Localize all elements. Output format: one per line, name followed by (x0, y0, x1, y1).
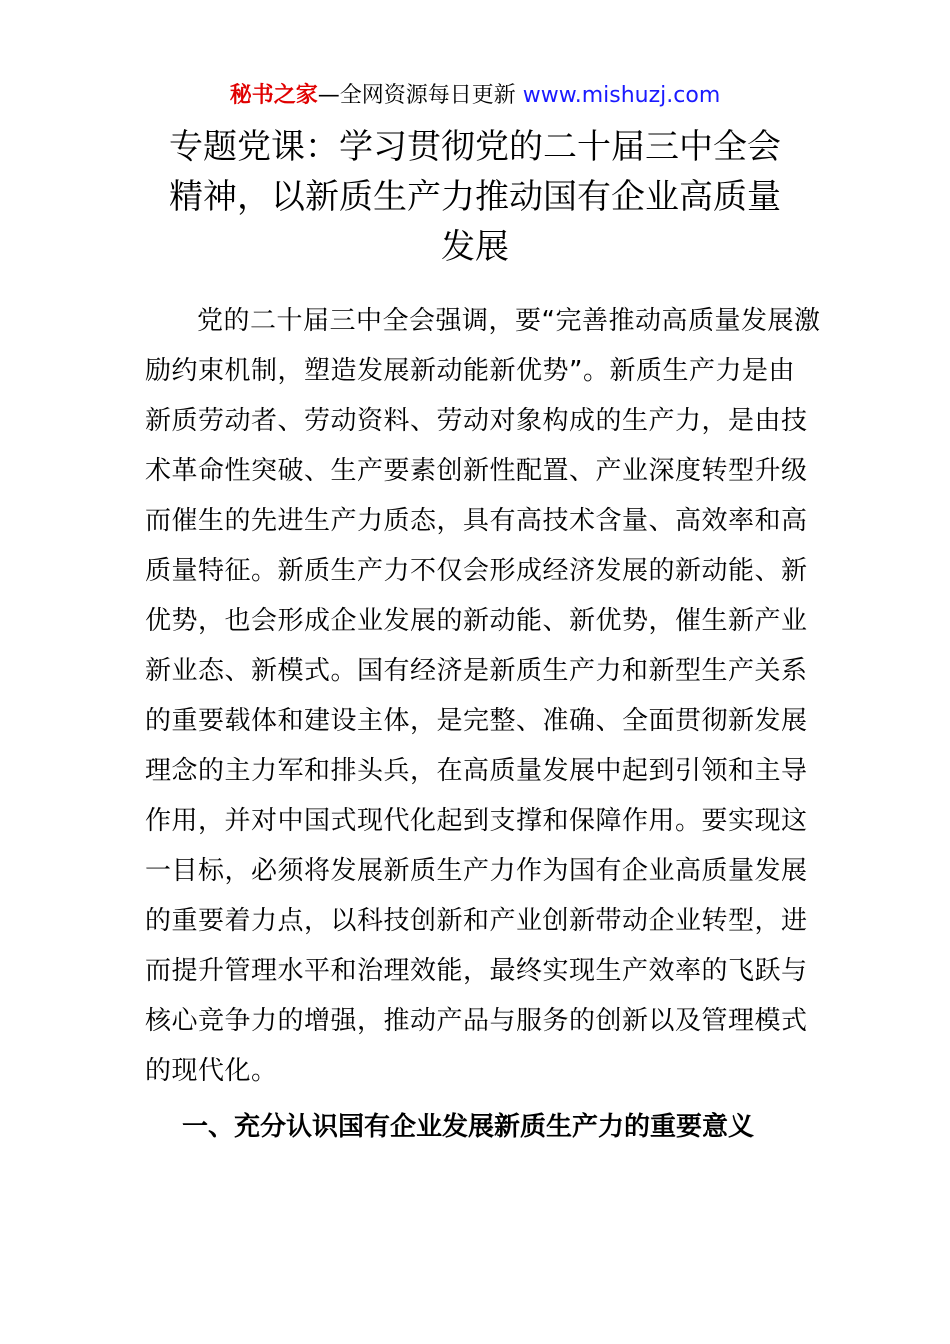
brand-name: 秘书之家 (229, 83, 318, 108)
section-heading: 一、充分认识国有企业发展新质生产力的重要意义 (182, 1112, 755, 1142)
paragraph-line: 励约束机制，塑造发展新动能新优势”。新质生产力是由 (145, 356, 795, 386)
paragraph-line: 而提升管理水平和治理效能，最终实现生产效率的飞跃与 (145, 956, 808, 986)
header-tagline: —全网资源每日更新 (317, 83, 516, 108)
paragraph-line: 新质劳动者、劳动资料、劳动对象构成的生产力，是由技 (145, 406, 808, 436)
paragraph-line: 的现代化。 (145, 1056, 278, 1086)
document-title (145, 122, 805, 272)
paragraph-line: 质量特征。新质生产力不仅会形成经济发展的新动能、新 (145, 556, 808, 586)
paragraph-line: 新业态、新模式。国有经济是新质生产力和新型生产关系 (145, 656, 808, 686)
paragraph-line: 一目标，必须将发展新质生产力作为国有企业高质量发展 (145, 856, 808, 886)
title-line: 发展 (441, 227, 509, 267)
paragraph-line: 而催生的先进生产力质态，具有高技术含量、高效率和高 (145, 506, 808, 536)
paragraph-line: 核心竞争力的增强，推动产品与服务的创新以及管理模式 (145, 1006, 808, 1036)
paragraph-line: 作用，并对中国式现代化起到支撑和保障作用。要实现这 (145, 806, 808, 836)
paragraph-line: 的重要着力点，以科技创新和产业创新带动企业转型，进 (145, 906, 808, 936)
site-header (0, 80, 950, 112)
paragraph-line: 的重要载体和建设主体，是完整、准确、全面贯彻新发展 (145, 706, 808, 736)
title-line: 专题党课：学习贯彻党的二十届三中全会 (169, 127, 781, 167)
body-paragraph (145, 296, 821, 1096)
paragraph-line: 理念的主力军和排头兵，在高质量发展中起到引领和主导 (145, 756, 808, 786)
title-line: 精神，以新质生产力推动国有企业高质量 (169, 177, 781, 217)
paragraph-line: 术革命性突破、生产要素创新性配置、产业深度转型升级 (145, 456, 808, 486)
paragraph-line: 优势，也会形成企业发展的新动能、新优势，催生新产业 (145, 606, 808, 636)
paragraph-line: 党的二十届三中全会强调，要“完善推动高质量发展激 (197, 306, 821, 336)
site-url: www.mishuzj.com (522, 83, 721, 108)
